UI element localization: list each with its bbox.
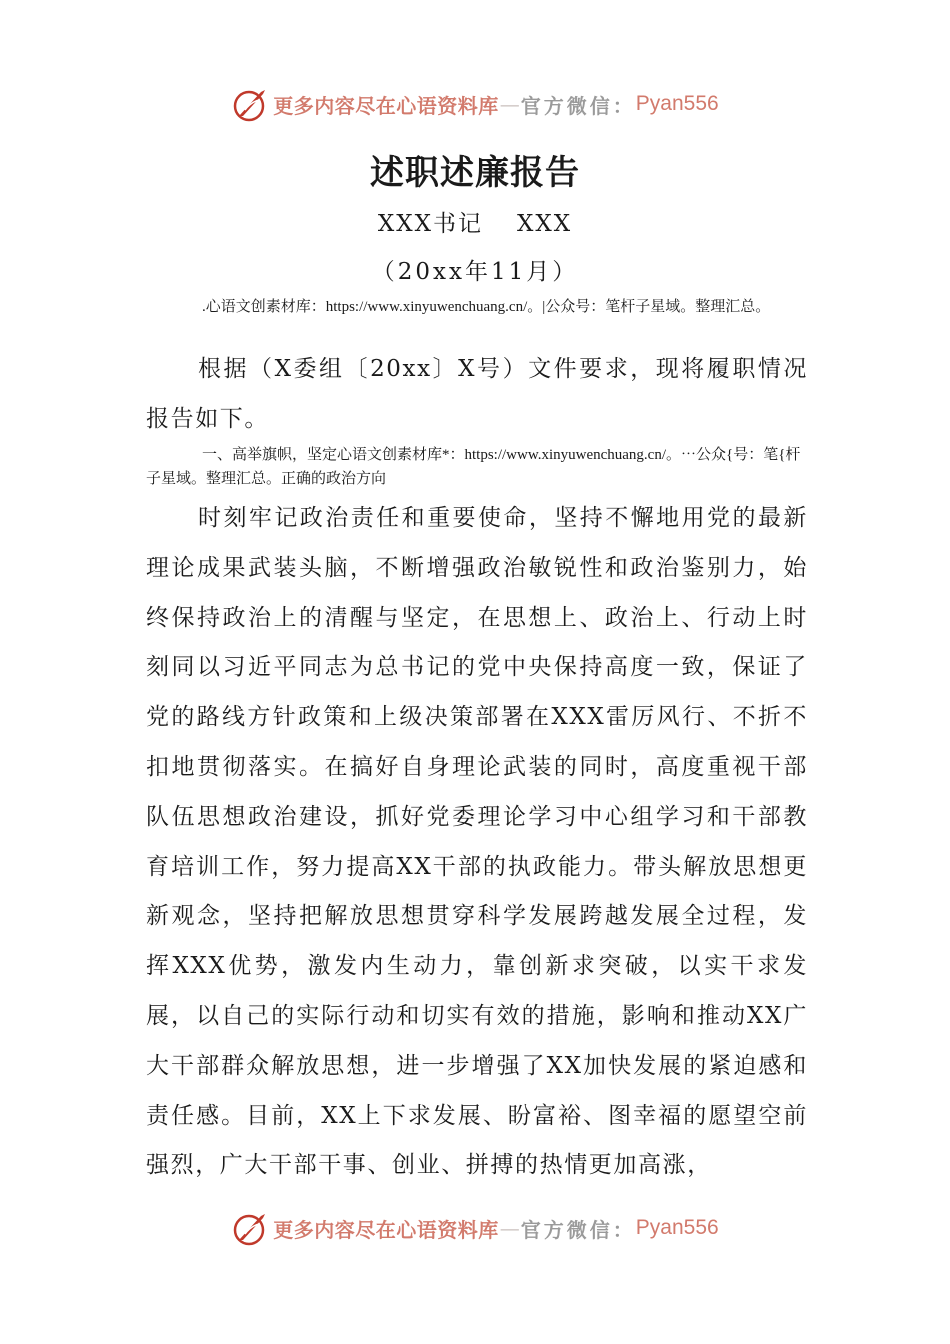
author-name: XXX: [517, 211, 573, 237]
intro-paragraph: 根据（X委组〔20xx〕X号）文件要求，现将履职情况报告如下。: [146, 356, 808, 432]
author-line: [0, 205, 950, 238]
watermark-wechat-id: Pyan556: [635, 1216, 719, 1239]
watermark-separator: —: [499, 1216, 520, 1240]
watermark-separator: —: [499, 92, 520, 116]
section-heading-note: [146, 443, 812, 491]
watermark-wechat-label: 官方微信：: [520, 1217, 636, 1242]
watermark-wechat-id: Pyan556: [635, 92, 719, 115]
watermark-brand: 更多内容尽在心语资料库: [273, 1217, 499, 1242]
document-title: 述职述廉报告: [370, 153, 580, 193]
quill-logo-icon: [231, 1208, 271, 1248]
watermark-banner-bottom: [0, 1206, 950, 1250]
source-note-1: [146, 295, 812, 319]
source-note-1-text: .心语文创素材库：https://www.xinyuwenchuang.cn/。|公众号：笔杆子星域。整理汇总。: [202, 299, 771, 315]
section-heading-note-text: 一、高举旗帜，坚定心语文创素材库*：https://www.xinyuwenchuang.cn/。⋯公众{号：笔{杆子星域。整理汇总。正确的政治方向: [146, 447, 801, 487]
author-role: XXX书记: [377, 211, 483, 237]
watermark-brand: 更多内容尽在心语资料库: [273, 93, 499, 118]
watermark-wechat-label: 官方微信：: [520, 93, 636, 118]
quill-logo-icon: [231, 84, 271, 124]
body-paragraph: 时刻牢记政治责任和重要使命，坚持不懈地用党的最新理论成果武装头脑，不断增强政治敏锐性和政治鉴别力，始终保持政治上的清醒与坚定，在思想上、政治上、行动上时刻同以习近平同志为总书记的党中央保持高度一致，保证了党的路线方针政策和上级决策部署在XXX雷厉风行、不折不扣地贯彻落实。在搞好自身理论武装的同时，高度重视干部队伍思想政治建设，抓好党委理论学习中心组学习和干部教育培训工作，努力提高XX干部的执政能力。带头解放思想更新观念，坚持把解放思想贯穿科学发展跨越发展全过程，发挥XXX优势，激发内生动力，靠创新求突破，以实干求发展，以自己的实际行动和切实有效的措施，影响和推动XX广大干部群众解放思想，进一步增强了XX加快发展的紧迫感和责任感。目前，XX上下求发展、盼富裕、图幸福的愿望空前强烈，广大干部干事、创业、拼搏的热情更加高涨，: [146, 505, 808, 1179]
report-date: （20xx年11月）: [371, 259, 579, 285]
watermark-banner-top: [0, 82, 950, 126]
